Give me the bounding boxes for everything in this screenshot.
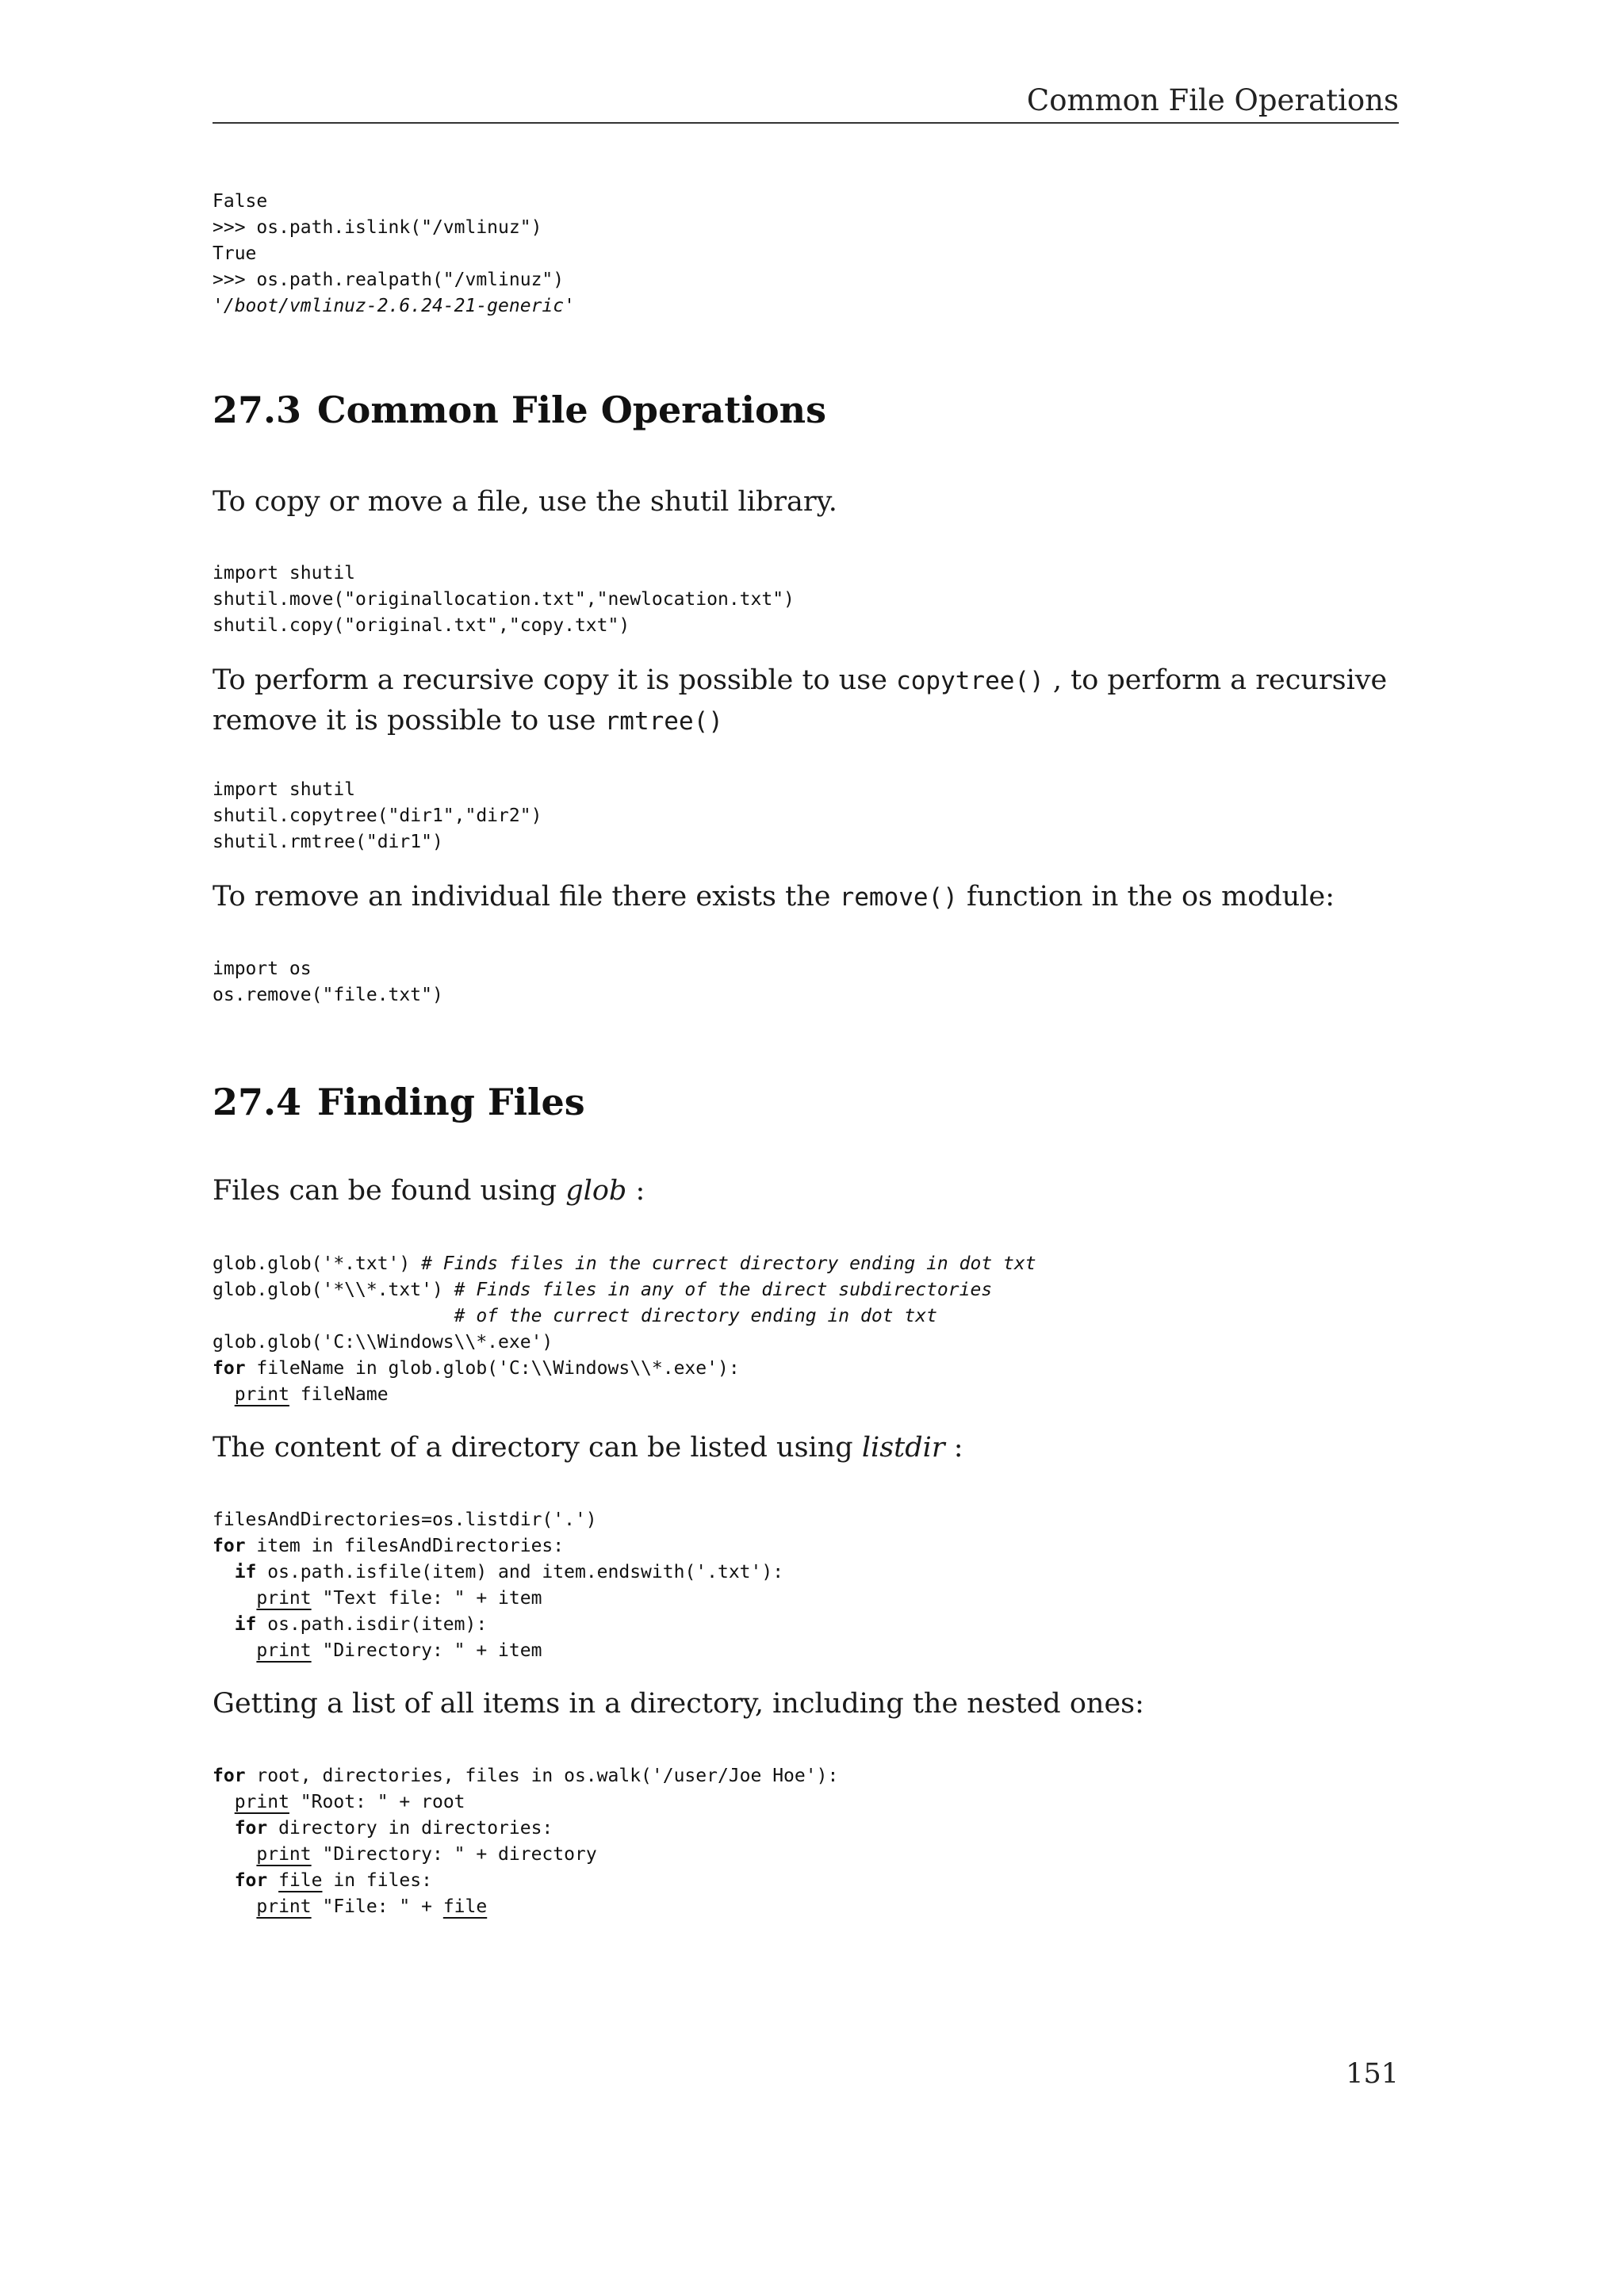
code-keyword: for (234, 1818, 268, 1839)
code-line: filesAndDirectories=os.listdir('.') (213, 1510, 597, 1530)
code-builtin: file (442, 1896, 488, 1917)
code-line: shutil.rmtree("dir1") (213, 832, 443, 852)
code-line (213, 1533, 783, 1559)
section-title: Finding Files (317, 1081, 585, 1123)
section-heading-27-4 (213, 1081, 585, 1123)
text-run: function in the os module: (957, 881, 1335, 913)
code-indent (213, 1306, 454, 1326)
code-text: "Root: " + root (289, 1792, 465, 1812)
inline-code-remove: remove() (839, 883, 958, 912)
code-line: shutil.copytree("dir1","dir2") (213, 806, 542, 826)
code-line: import shutil (213, 779, 356, 800)
code-text: "Directory: " + directory (311, 1844, 597, 1865)
code-keyword: print (234, 1792, 289, 1812)
code-line (213, 1251, 1036, 1277)
running-header (213, 79, 1399, 124)
paragraph-listdir (213, 1428, 1402, 1468)
code-indent (213, 1588, 256, 1609)
code-keyword: print (256, 1844, 312, 1865)
code-comment: # Finds files in any of the direct subdirectories (454, 1280, 993, 1300)
code-line (213, 1586, 783, 1612)
code-text: fileName in glob.glob('C:\\Windows\\*.exe'): (245, 1358, 740, 1379)
code-indent (213, 1562, 235, 1582)
paragraph-copy-move: To copy or move a file, use the shutil library. (213, 486, 837, 518)
code-keyword: if (234, 1562, 257, 1582)
code-text: "File: " + (311, 1896, 443, 1917)
code-keyword: for (213, 1766, 246, 1786)
code-line (213, 1868, 838, 1894)
code-indent (213, 1614, 235, 1635)
text-run: : (626, 1175, 645, 1207)
code-keyword: if (234, 1614, 257, 1635)
code-block-symlink (213, 189, 575, 320)
code-text: item in filesAndDirectories: (245, 1536, 565, 1556)
code-line (213, 1559, 783, 1586)
code-text: directory in directories: (267, 1818, 553, 1839)
code-keyword: print (234, 1384, 289, 1405)
code-text (267, 1870, 278, 1891)
code-text: os.path.isfile(item) and item.endswith('.txt'): (256, 1562, 784, 1582)
running-header-title: Common File Operations (1026, 83, 1399, 117)
code-indent (213, 1640, 256, 1661)
code-line (213, 1842, 838, 1868)
text-run: To perform a recursive copy it is possible to use (213, 664, 897, 696)
code-line: >>> os.path.realpath("/vmlinuz") (213, 270, 565, 290)
code-indent (213, 1818, 235, 1839)
text-run: To remove an individual file there exists the (213, 881, 840, 913)
code-keyword: print (256, 1588, 312, 1609)
code-builtin: file (278, 1870, 323, 1891)
code-line: import shutil (213, 563, 356, 584)
code-keyword: for (213, 1536, 246, 1556)
section-heading-27-3 (213, 388, 826, 431)
code-line (213, 1816, 838, 1842)
text-run: , to perform a recursive remove it is possible to use (213, 664, 1388, 737)
section-title: Common File Operations (317, 388, 827, 431)
inline-code-copytree: copytree() (896, 667, 1044, 695)
code-line (213, 1612, 783, 1638)
code-block-glob (213, 1251, 1036, 1408)
section-number: 27.3 (213, 388, 302, 431)
code-line: os.remove("file.txt") (213, 985, 443, 1005)
code-text: root, directories, files in os.walk('/user/Joe Hoe'): (245, 1766, 839, 1786)
code-block-walk (213, 1763, 838, 1920)
code-block-listdir (213, 1507, 783, 1664)
code-text: "Directory: " + item (311, 1640, 542, 1661)
inline-code-rmtree: rmtree() (604, 707, 723, 736)
code-indent (213, 1896, 256, 1917)
code-indent (213, 1384, 235, 1405)
code-line: True (213, 243, 257, 264)
text-run: : (944, 1432, 963, 1464)
code-text: fileName (289, 1384, 389, 1405)
emphasis-listdir: listdir (861, 1432, 945, 1464)
code-block-shutil-tree (213, 777, 542, 855)
text-run: The content of a directory can be listed using (213, 1432, 862, 1464)
code-keyword: for (234, 1870, 268, 1891)
code-indent (213, 1870, 235, 1891)
paragraph-walk: Getting a list of all items in a directory, including the nested ones: (213, 1688, 1144, 1720)
code-line (213, 1303, 1036, 1330)
code-line (213, 1789, 838, 1816)
paragraph-glob (213, 1171, 1402, 1211)
code-line: import os (213, 959, 312, 979)
code-line (213, 1356, 1036, 1382)
code-keyword: for (213, 1358, 246, 1379)
code-line: glob.glob('C:\\Windows\\*.exe') (213, 1332, 553, 1353)
code-comment: # Finds files in the currect directory ending in dot txt (421, 1253, 1036, 1274)
code-line: False (213, 191, 268, 212)
code-indent (213, 1792, 235, 1812)
code-keyword: print (256, 1896, 312, 1917)
code-indent (213, 1844, 256, 1865)
page-number: 151 (1346, 2058, 1399, 2090)
code-line (213, 1763, 838, 1789)
code-text: in files: (322, 1870, 432, 1891)
code-line (213, 1638, 783, 1664)
code-line: shutil.copy("original.txt","copy.txt") (213, 615, 630, 636)
code-block-shutil-move (213, 561, 795, 639)
text-run: Files can be found using (213, 1175, 566, 1207)
code-text: "Text file: " + item (311, 1588, 542, 1609)
code-text: glob.glob('*.txt') (213, 1253, 422, 1274)
code-line: shutil.move("originallocation.txt","newlocation.txt") (213, 589, 795, 610)
code-comment: # of the currect directory ending in dot txt (454, 1306, 937, 1326)
code-block-os-remove (213, 956, 443, 1008)
code-text: os.path.isdir(item): (256, 1614, 488, 1635)
code-line: >>> os.path.islink("/vmlinuz") (213, 217, 542, 238)
code-line (213, 1894, 838, 1920)
paragraph-recursive (213, 660, 1402, 741)
code-line (213, 1277, 1036, 1303)
code-line (213, 1382, 1036, 1408)
code-line-output: '/boot/vmlinuz-2.6.24-21-generic' (213, 296, 575, 316)
paragraph-remove (213, 877, 1402, 917)
emphasis-glob: glob (565, 1175, 627, 1207)
code-text: glob.glob('*\\*.txt') (213, 1280, 454, 1300)
section-number: 27.4 (213, 1081, 302, 1123)
code-keyword: print (256, 1640, 312, 1661)
